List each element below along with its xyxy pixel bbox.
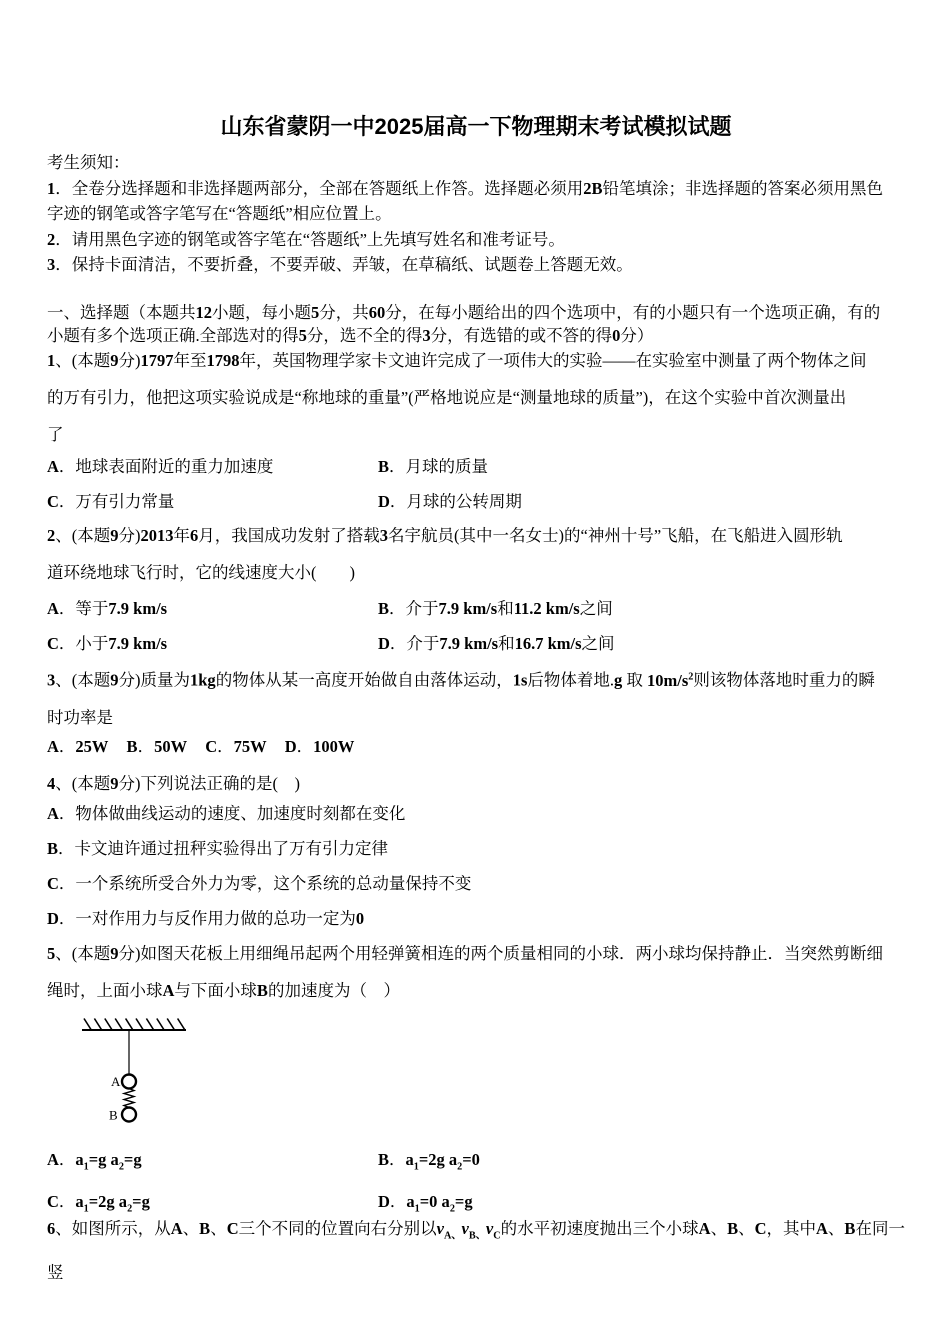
section-header: 一、选择题（本题共12小题，每小题5分，共60分，在每小题给出的四个选项中，有的小题只有一个选项正确，有的 小题有多个选项正确.全部选对的得5分，选不全的得3分，有选错的或不答的得0分） bbox=[47, 303, 881, 345]
question-5-stem: 5、(本题9分)如图天花板上用细绳吊起两个用轻弹簧相连的两个质量相同的小球．两小球均保持静止．当突然剪断细 绳时，上面小球A与下面小球B的加速度为（ ） bbox=[47, 944, 883, 1000]
page-title: 山东省蒙阴一中2025届高一下物理期末考试模拟试题 bbox=[220, 114, 732, 139]
question-1-option-a: A．地球表面附近的重力加速度 bbox=[47, 457, 274, 476]
question-4-option-c: C．一个系统所受合外力为零，这个系统的总动量保持不变 bbox=[47, 874, 472, 893]
question-5-option-b: B．$a_1=2g$ $a_2=0$ bbox=[378, 1150, 480, 1173]
question-5-figure bbox=[80, 1014, 190, 1132]
question-1-option-b: B．月球的质量 bbox=[378, 457, 489, 476]
question-1-option-d: D．月球的公转周期 bbox=[378, 492, 522, 511]
question-5-option-d: D．$a_1=0$ $a_2=g$ bbox=[378, 1192, 473, 1215]
question-1-option-c: C．万有引力常量 bbox=[47, 492, 175, 511]
question-2-options bbox=[47, 591, 905, 661]
question-3-options bbox=[47, 729, 905, 764]
figure-ceiling-hatch bbox=[84, 1019, 185, 1030]
question-4-stem: 4、(本题9分)下列说法正确的是( ) bbox=[47, 774, 300, 793]
question-2-option-a: A．等于7.9 km/s bbox=[47, 599, 168, 618]
question-3-option-c: C．75W bbox=[205, 737, 267, 756]
notice-item-1: 1．全卷分选择题和非选择题两部分，全部在答题纸上作答。选择题必须用2B铅笔填涂；非选择题的答案必须用黑色 字迹的钢笔或答字笔写在“答题纸”相应位置上。 bbox=[47, 178, 884, 223]
notice-heading: 考生须知： bbox=[47, 153, 130, 172]
question-2-option-b: B．介于7.9 km/s和11.2 km/s之间 bbox=[378, 599, 613, 618]
question-5-option-a: A．$a_1=g$ $a_2=g$ bbox=[47, 1150, 142, 1173]
question-3-option-b: B．50W bbox=[126, 737, 188, 756]
question-5-option-c: C．$a_1=2g$ $a_2=g$ bbox=[47, 1192, 150, 1215]
question-3-option-a: A．25W bbox=[47, 737, 109, 756]
question-3-option-d: D．100W bbox=[284, 737, 355, 756]
question-1-options bbox=[47, 449, 905, 519]
figure-spring bbox=[124, 1089, 134, 1108]
figure-label-b: B bbox=[109, 1107, 118, 1123]
question-2-option-d: D．介于7.9 km/s和16.7 km/s之间 bbox=[378, 634, 615, 653]
notice-item-3: 3．保持卡面清洁，不要折叠，不要弄破、弄皱，在草稿纸、试题卷上答题无效。 bbox=[47, 255, 633, 274]
spring-balls-diagram bbox=[80, 1014, 190, 1132]
question-4-option-b: B．卡文迪许通过扭秤实验得出了万有引力定律 bbox=[47, 839, 389, 858]
notice-block bbox=[47, 150, 905, 278]
question-2-option-c: C．小于7.9 km/s bbox=[47, 634, 168, 653]
question-4-options bbox=[47, 796, 905, 936]
question-4-option-a: A．物体做曲线运动的速度、加速度时刻都在变化 bbox=[47, 804, 406, 823]
question-2-stem: 2、(本题9分)2013年6月，我国成功发射了搭载3名宇航员(其中一名女士)的“神州十号”飞船，在飞船进入圆形轨 道环绕地球飞行时，它的线速度大小( ) bbox=[47, 526, 843, 582]
question-4-option-d: D．一对作用力与反作用力做的总功一定为0 bbox=[47, 909, 365, 928]
figure-ball-a bbox=[122, 1075, 136, 1089]
notice-item-2: 2．请用黑色字迹的钢笔或答字笔在“答题纸”上先填写姓名和准考证号。 bbox=[47, 229, 565, 249]
question-6-stem: 6、如图所示，从A、B、C三个不同的位置向右分别以$v_{A、}v_{B、}v_C$的水平初速度抛出三个小球A、B、C，其中A、B在同一竖 bbox=[47, 1219, 905, 1283]
figure-label-a: A bbox=[111, 1074, 121, 1089]
question-3-stem: 3、(本题9分)质量为1kg的物体从某一高度开始做自由落体运动，1s后物体着地.g 取 $10m/s^2$则该物体落地时重力的瞬 时功率是 bbox=[47, 670, 875, 727]
figure-ball-b bbox=[122, 1108, 136, 1122]
question-1-stem: 1、(本题9分)1797年至1798年，英国物理学家卡文迪许完成了一项伟大的实验——在实验室中测量了两个物体之间 的万有引力，他把这项实验说成是“称地球的重量”(严格地说应是“测量地球的质量”)，在这个实验中首次测量出 了 bbox=[47, 351, 867, 444]
